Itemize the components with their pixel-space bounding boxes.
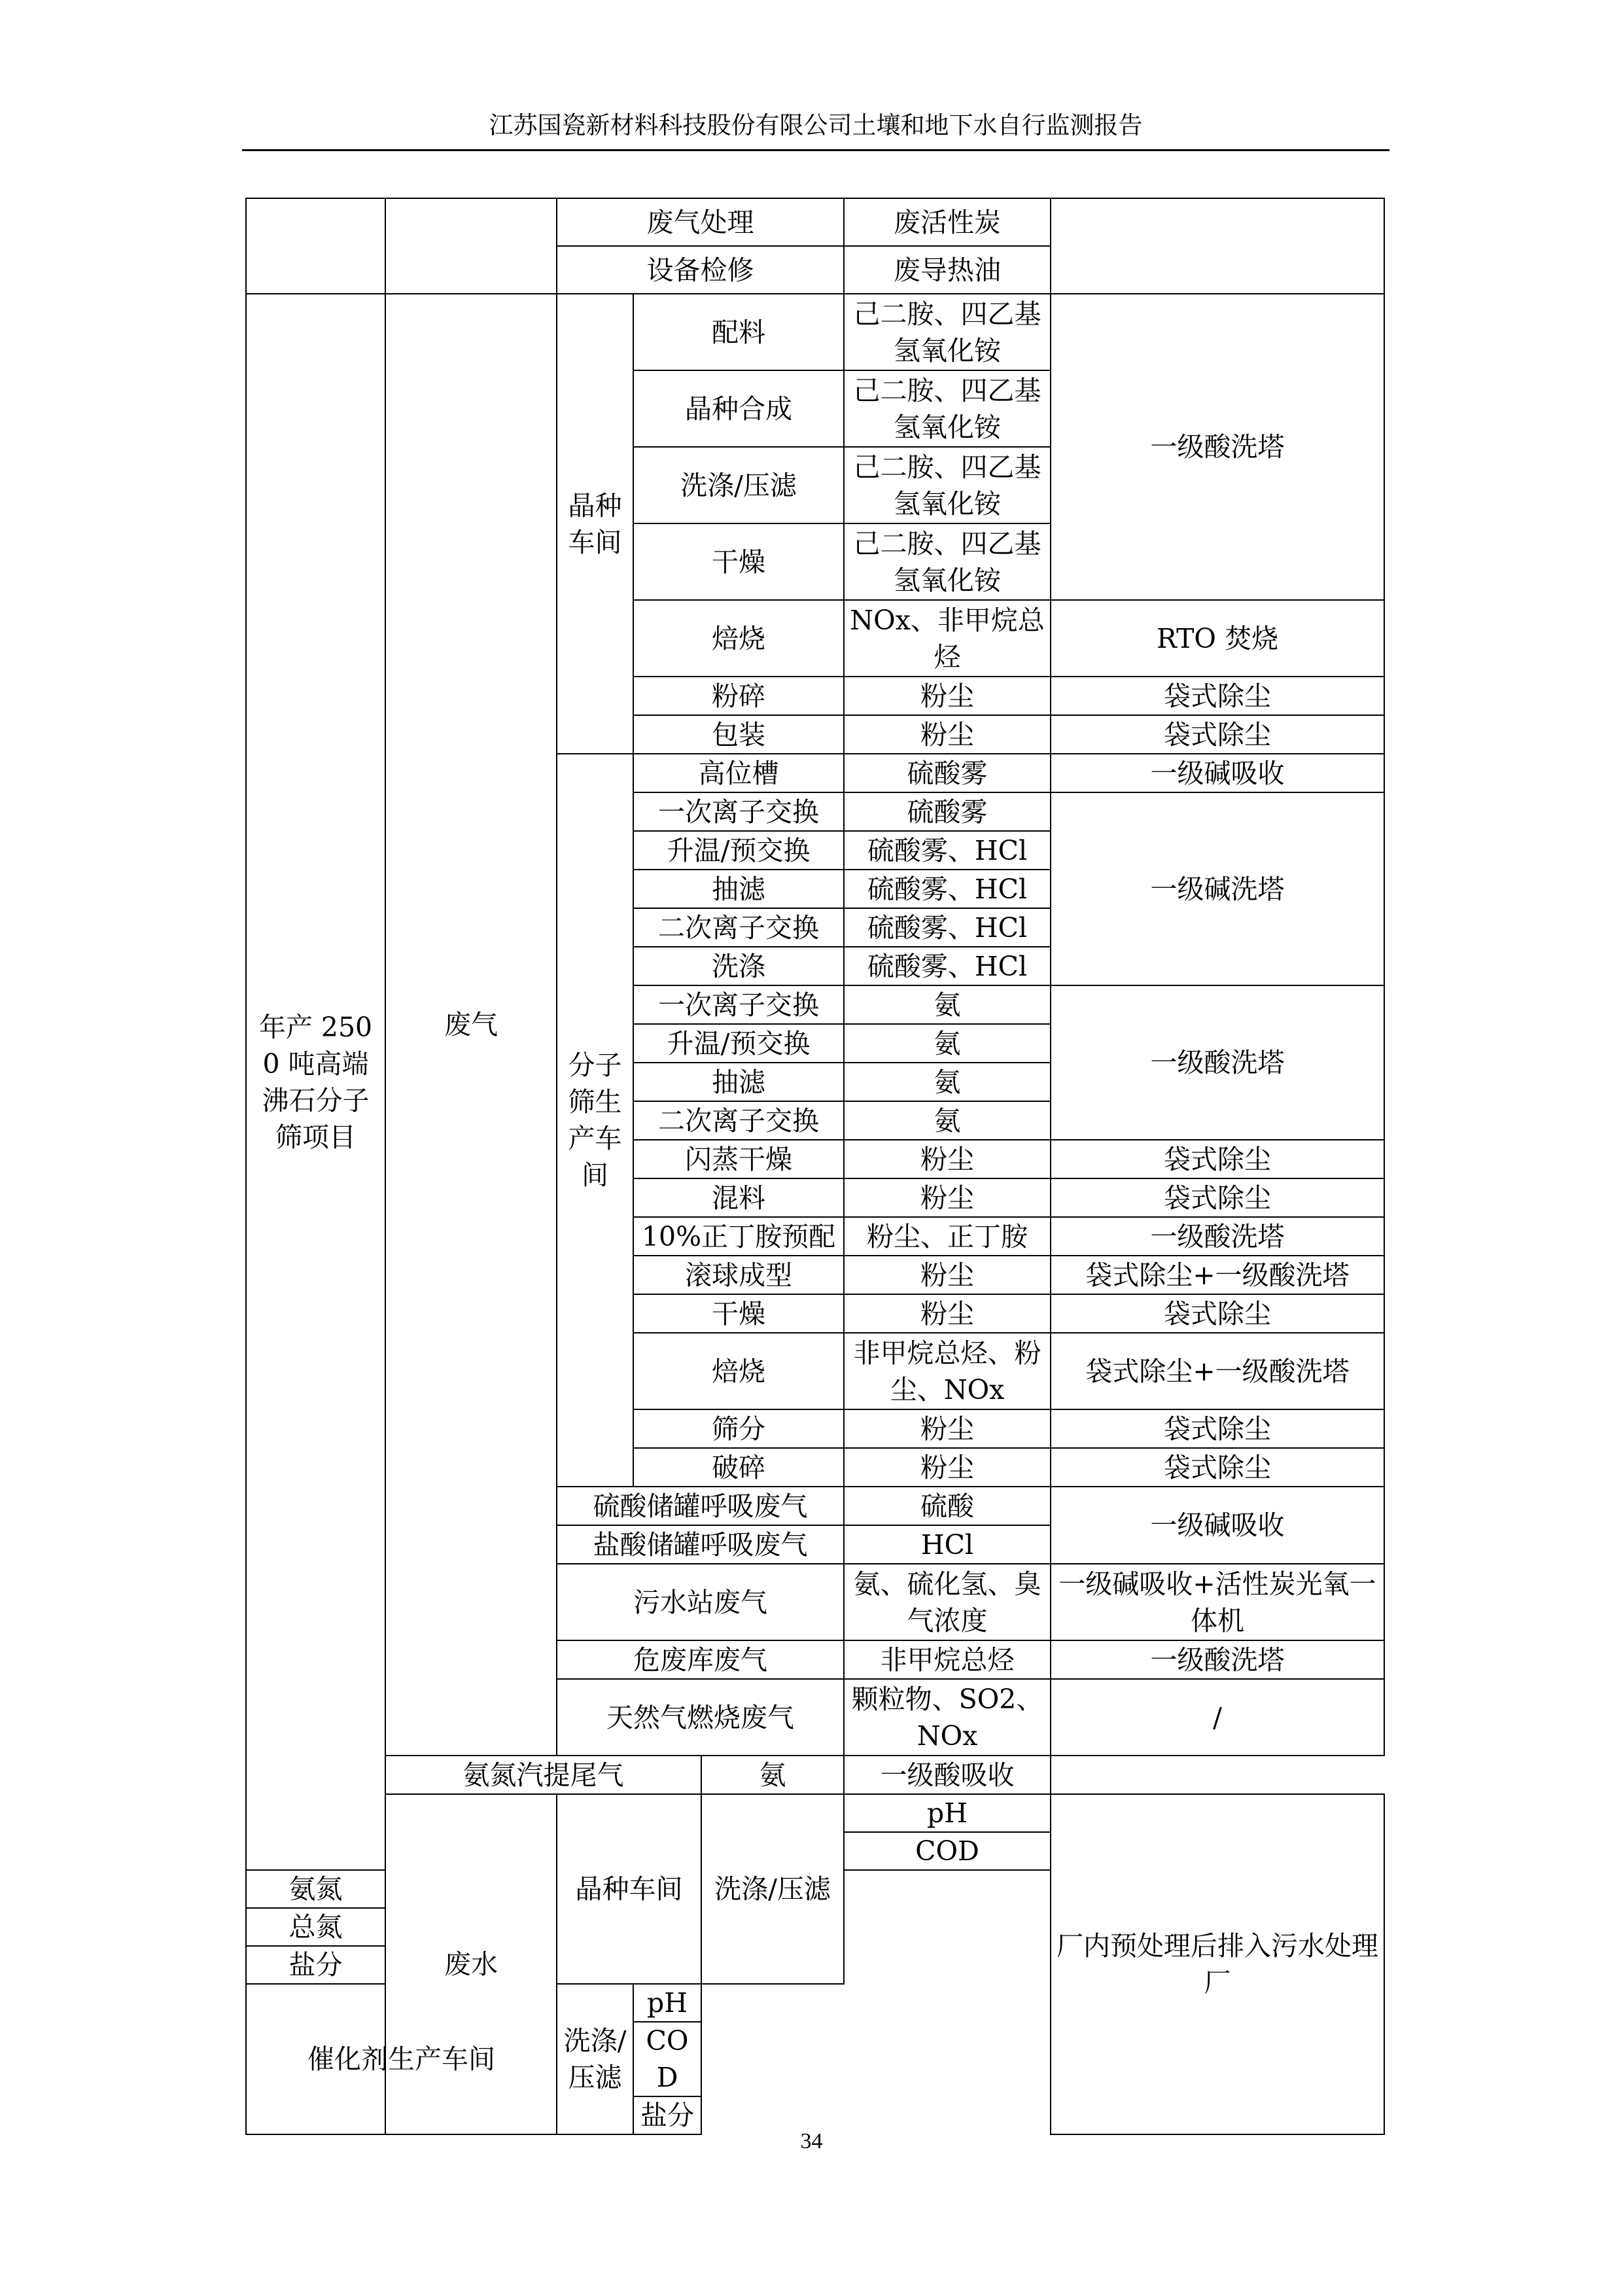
monitoring-table	[245, 198, 1385, 2135]
measure-cell: 一级酸吸收	[844, 1756, 1051, 1794]
process-cell: 洗涤/压滤	[633, 447, 844, 523]
waste-water-category: 废水	[385, 1794, 557, 2134]
ww-process-cell: 洗涤/压滤	[701, 1794, 844, 1984]
crystal-workshop-cell: 晶种车间	[557, 294, 633, 754]
pollutant-cell: pH	[633, 1984, 701, 2022]
measure-cell: 厂内预处理后排入污水处理厂	[1051, 1794, 1384, 2134]
pollutant-cell: 废导热油	[844, 246, 1051, 294]
page-number: 34	[800, 2129, 823, 2153]
measure-cell: RTO 焚烧	[1051, 600, 1384, 677]
process-cell: 升温/预交换	[633, 1024, 844, 1063]
pollutant-cell: 氨	[844, 1024, 1051, 1063]
process-cell: 升温/预交换	[633, 831, 844, 870]
pollutant-cell: NOx、非甲烷总烃	[844, 600, 1051, 677]
process-cell: 干燥	[633, 523, 844, 600]
measure-cell: 一级碱吸收	[1051, 754, 1384, 792]
pollutant-cell: 粉尘	[844, 1294, 1051, 1333]
pollutant-cell: 粉尘	[844, 1409, 1051, 1448]
process-cell: 晶种合成	[633, 370, 844, 447]
project-name-cell: 年产 2500 吨高端沸石分子筛项目	[246, 294, 385, 1870]
pollutant-cell: 粉尘	[844, 677, 1051, 715]
pollutant-cell: 己二胺、四乙基氢氧化铵	[844, 523, 1051, 600]
empty-cell	[385, 198, 557, 294]
measure-cell: 一级碱吸收	[1051, 1487, 1384, 1564]
measure-cell: 袋式除尘	[1051, 1178, 1384, 1217]
table-row	[246, 1756, 1384, 1794]
process-cell: 硫酸储罐呼吸废气	[557, 1487, 844, 1525]
table-row	[246, 1794, 1384, 1832]
table-row	[246, 198, 1384, 246]
process-cell: 抽滤	[633, 1063, 844, 1101]
pollutant-cell: 粉尘	[844, 1178, 1051, 1217]
pollutant-cell: 氨	[844, 985, 1051, 1024]
process-cell: 高位槽	[633, 754, 844, 792]
measure-cell: 一级酸洗塔	[1051, 1640, 1384, 1679]
pollutant-cell: 硫酸雾	[844, 754, 1051, 792]
measure-cell: 一级碱吸收+活性炭光氧一体机	[1051, 1564, 1384, 1640]
measure-cell: 袋式除尘	[1051, 1409, 1384, 1448]
measure-cell: 一级酸洗塔	[1051, 985, 1384, 1140]
measure-cell-empty	[1051, 198, 1384, 294]
pollutant-cell: 盐分	[633, 2096, 701, 2134]
process-cell: 废气处理	[557, 198, 844, 246]
process-cell: 二次离子交换	[633, 1101, 844, 1140]
pollutant-cell: HCl	[844, 1525, 1051, 1564]
process-cell: 闪蒸干燥	[633, 1140, 844, 1178]
process-cell: 危废库废气	[557, 1640, 844, 1679]
ww-workshop-cell: 催化剂生产车间	[246, 1984, 557, 2134]
pollutant-cell: 氨	[844, 1101, 1051, 1140]
pollutant-cell: 盐分	[246, 1946, 385, 1984]
measure-cell: 一级碱洗塔	[1051, 792, 1384, 985]
pollutant-cell: 粉尘	[844, 1448, 1051, 1487]
pollutant-cell: 硫酸雾、HCl	[844, 908, 1051, 947]
measure-cell: 袋式除尘	[1051, 1294, 1384, 1333]
pollutant-cell: 硫酸	[844, 1487, 1051, 1525]
page-header: 江苏国瓷新材料科技股份有限公司土壤和地下水自行监测报告	[489, 111, 1143, 139]
ww-process-cell: 洗涤/压滤	[557, 1984, 633, 2134]
measure-cell: 袋式除尘	[1051, 1448, 1384, 1487]
pollutant-cell: COD	[633, 2022, 701, 2096]
pollutant-cell: 硫酸雾、HCl	[844, 947, 1051, 985]
process-cell: 焙烧	[633, 1333, 844, 1409]
process-cell: 粉碎	[633, 677, 844, 715]
measure-cell: /	[1051, 1679, 1384, 1756]
process-cell: 污水站废气	[557, 1564, 844, 1640]
pollutant-cell: 粉尘	[844, 1140, 1051, 1178]
pollutant-cell: 废活性炭	[844, 198, 1051, 246]
process-cell: 混料	[633, 1178, 844, 1217]
process-cell: 焙烧	[633, 600, 844, 677]
pollutant-cell: 氨	[701, 1756, 844, 1794]
measure-cell: 一级酸洗塔	[1051, 294, 1384, 600]
process-cell: 洗涤	[633, 947, 844, 985]
measure-cell: 袋式除尘+一级酸洗塔	[1051, 1256, 1384, 1294]
pollutant-cell: 硫酸雾、HCl	[844, 870, 1051, 908]
process-cell: 二次离子交换	[633, 908, 844, 947]
pollutant-cell: 氨	[844, 1063, 1051, 1101]
pollutant-cell: 硫酸雾、HCl	[844, 831, 1051, 870]
pollutant-cell: 非甲烷总烃	[844, 1640, 1051, 1679]
ww-workshop-cell: 晶种车间	[557, 1794, 701, 1984]
sieve-workshop-cell: 分子筛生产车间	[557, 754, 633, 1487]
waste-gas-category: 废气	[385, 294, 557, 1756]
table-row	[246, 294, 1384, 370]
pollutant-cell: 总氮	[246, 1908, 385, 1946]
pollutant-cell: 己二胺、四乙基氢氧化铵	[844, 447, 1051, 523]
process-cell: 10%正丁胺预配	[633, 1217, 844, 1256]
process-cell: 筛分	[633, 1409, 844, 1448]
pollutant-cell: 氨氮	[246, 1870, 385, 1908]
empty-cell	[246, 198, 385, 294]
measure-cell: 袋式除尘	[1051, 715, 1384, 754]
process-cell: 干燥	[633, 1294, 844, 1333]
pollutant-cell: 粉尘、正丁胺	[844, 1217, 1051, 1256]
process-cell: 抽滤	[633, 870, 844, 908]
pollutant-cell: 粉尘	[844, 1256, 1051, 1294]
process-cell: 滚球成型	[633, 1256, 844, 1294]
process-cell: 盐酸储罐呼吸废气	[557, 1525, 844, 1564]
process-cell: 配料	[633, 294, 844, 370]
pollutant-cell: 氨、硫化氢、臭气浓度	[844, 1564, 1051, 1640]
pollutant-cell: 颗粒物、SO2、NOx	[844, 1679, 1051, 1756]
pollutant-cell: COD	[844, 1832, 1051, 1870]
measure-cell: 一级酸洗塔	[1051, 1217, 1384, 1256]
pollutant-cell: 硫酸雾	[844, 792, 1051, 831]
measure-cell: 袋式除尘	[1051, 1140, 1384, 1178]
measure-cell: 袋式除尘+一级酸洗塔	[1051, 1333, 1384, 1409]
pollutant-cell: 己二胺、四乙基氢氧化铵	[844, 370, 1051, 447]
process-cell: 设备检修	[557, 246, 844, 294]
header-rule	[242, 149, 1389, 151]
pollutant-cell: pH	[844, 1794, 1051, 1832]
process-cell: 破碎	[633, 1448, 844, 1487]
process-cell: 一次离子交换	[633, 792, 844, 831]
process-cell: 一次离子交换	[633, 985, 844, 1024]
pollutant-cell: 粉尘	[844, 715, 1051, 754]
process-cell: 氨氮汽提尾气	[385, 1756, 701, 1794]
process-cell: 天然气燃烧废气	[557, 1679, 844, 1756]
pollutant-cell: 己二胺、四乙基氢氧化铵	[844, 294, 1051, 370]
measure-cell: 袋式除尘	[1051, 677, 1384, 715]
process-cell: 包装	[633, 715, 844, 754]
pollutant-cell: 非甲烷总烃、粉尘、NOx	[844, 1333, 1051, 1409]
